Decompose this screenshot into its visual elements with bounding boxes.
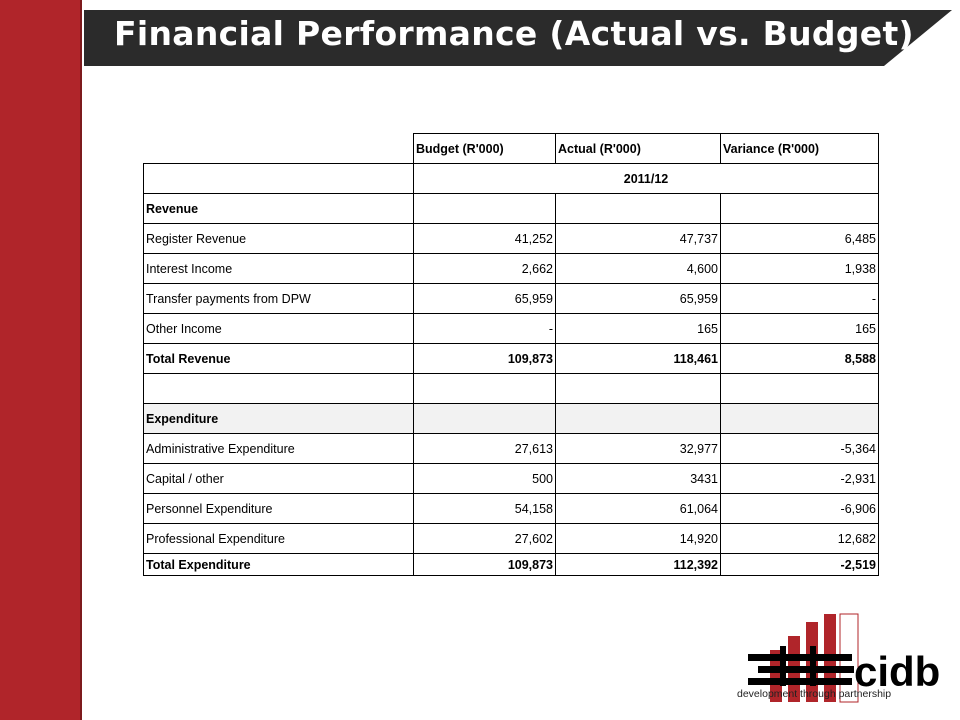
table-row	[144, 494, 879, 524]
revenue-heading-row	[144, 194, 879, 224]
left-accent-bar	[0, 0, 80, 720]
spacer-row	[144, 374, 879, 404]
total-expenditure-row	[144, 554, 879, 576]
logo-tagline: development through partnership	[737, 688, 892, 700]
logo-wordmark: cidb	[854, 648, 940, 695]
expenditure-heading: Expenditure	[144, 404, 414, 434]
table-row	[144, 434, 879, 464]
revenue-heading: Revenue	[144, 194, 414, 224]
empty-cell	[414, 404, 556, 434]
budget-value: 65,959	[414, 284, 556, 314]
total-expenditure-variance: -2,519	[721, 554, 879, 576]
row-label: Register Revenue	[144, 224, 414, 254]
empty-cell	[556, 374, 721, 404]
table-row	[144, 464, 879, 494]
budget-value: 27,602	[414, 524, 556, 554]
total-expenditure-budget: 109,873	[414, 554, 556, 576]
row-label: Professional Expenditure	[144, 524, 414, 554]
total-revenue-variance: 8,588	[721, 344, 879, 374]
financial-table	[143, 133, 879, 576]
header-variance: Variance (R'000)	[721, 134, 879, 164]
total-revenue-row	[144, 344, 879, 374]
total-revenue-label: Total Revenue	[144, 344, 414, 374]
budget-value: 500	[414, 464, 556, 494]
period-blank-cell	[144, 164, 414, 194]
total-revenue-budget: 109,873	[414, 344, 556, 374]
table-row	[144, 254, 879, 284]
actual-value: 65,959	[556, 284, 721, 314]
budget-value: 54,158	[414, 494, 556, 524]
variance-value: -6,906	[721, 494, 879, 524]
table-row	[144, 314, 879, 344]
row-label: Interest Income	[144, 254, 414, 284]
actual-value: 3431	[556, 464, 721, 494]
empty-cell	[721, 404, 879, 434]
table-row	[144, 224, 879, 254]
empty-cell	[556, 194, 721, 224]
budget-value: 41,252	[414, 224, 556, 254]
actual-value: 61,064	[556, 494, 721, 524]
variance-value: 12,682	[721, 524, 879, 554]
budget-value: 27,613	[414, 434, 556, 464]
left-accent-bar-edge	[80, 0, 82, 720]
total-expenditure-actual: 112,392	[556, 554, 721, 576]
header-blank-cell	[144, 134, 414, 164]
variance-value: 6,485	[721, 224, 879, 254]
period-row	[144, 164, 879, 194]
row-label: Capital / other	[144, 464, 414, 494]
variance-value: -	[721, 284, 879, 314]
variance-value: -2,931	[721, 464, 879, 494]
table-row	[144, 524, 879, 554]
variance-value: 165	[721, 314, 879, 344]
budget-value: -	[414, 314, 556, 344]
period-label: 2011/12	[414, 164, 879, 194]
actual-value: 47,737	[556, 224, 721, 254]
expenditure-heading-row	[144, 404, 879, 434]
row-label: Other Income	[144, 314, 414, 344]
empty-cell	[721, 374, 879, 404]
row-label: Personnel Expenditure	[144, 494, 414, 524]
actual-value: 14,920	[556, 524, 721, 554]
variance-value: 1,938	[721, 254, 879, 284]
row-label: Transfer payments from DPW	[144, 284, 414, 314]
variance-value: -5,364	[721, 434, 879, 464]
table-row	[144, 284, 879, 314]
total-expenditure-label: Total Expenditure	[144, 554, 414, 576]
empty-cell	[414, 194, 556, 224]
total-revenue-actual: 118,461	[556, 344, 721, 374]
header-budget: Budget (R'000)	[414, 134, 556, 164]
header-actual: Actual (R'000)	[556, 134, 721, 164]
empty-cell	[721, 194, 879, 224]
actual-value: 32,977	[556, 434, 721, 464]
table-header-row	[144, 134, 879, 164]
row-label: Administrative Expenditure	[144, 434, 414, 464]
empty-cell	[556, 404, 721, 434]
empty-cell	[414, 374, 556, 404]
actual-value: 165	[556, 314, 721, 344]
page-title: Financial Performance (Actual vs. Budget)	[114, 14, 914, 53]
budget-value: 2,662	[414, 254, 556, 284]
actual-value: 4,600	[556, 254, 721, 284]
empty-cell	[144, 374, 414, 404]
